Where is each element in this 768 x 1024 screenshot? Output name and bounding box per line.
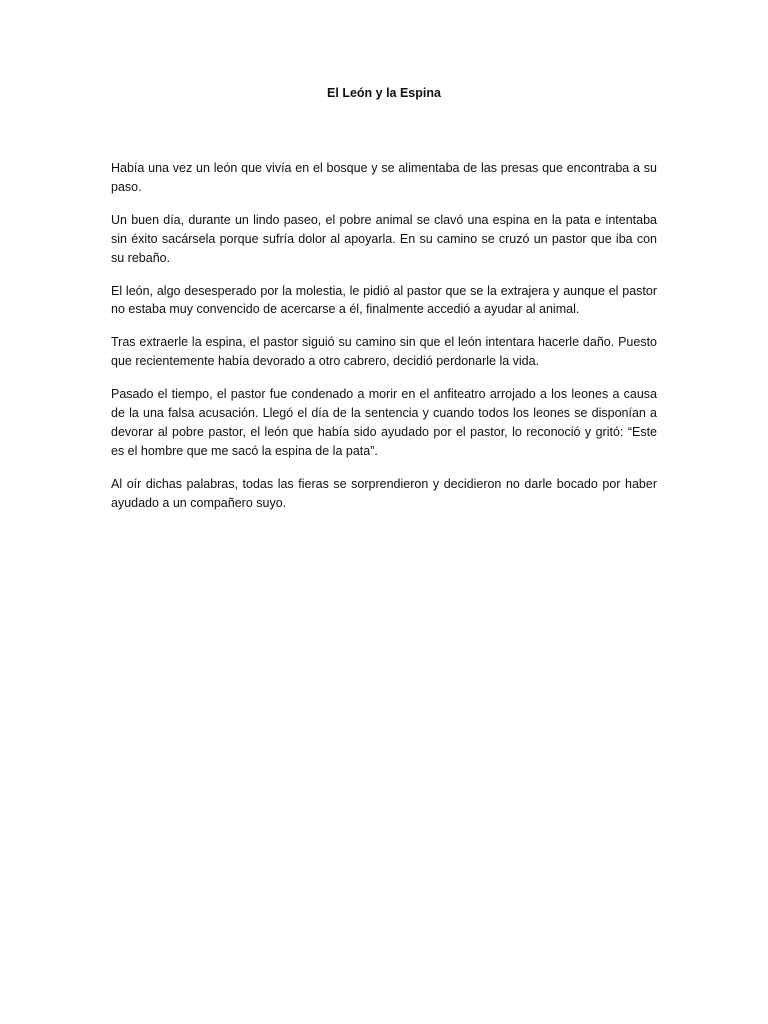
paragraph-6: Al oír dichas palabras, todas las fieras se sorprendieron y decidieron no darle bocado por haber ayudado a un compañero suyo. [111, 476, 657, 510]
document-title: El León y la Espina [327, 86, 441, 100]
paragraph-5: Pasado el tiempo, el pastor fue condenado a morir en el anfiteatro arrojado a los leones a causa de la una falsa acusación. Llegó el día de la sentencia y cuando todos los leones se disponían a devorar al pobre pastor, el león que había sido ayudado por el pastor, lo reconoció y gritó: “Este es el hombre que me sacó la espina de la pata”. [111, 387, 657, 458]
paragraph-2: Un buen día, durante un lindo paseo, el pobre animal se clavó una espina en la pata e intentaba sin éxito sacársela porque sufría dolor al apoyarla. En su camino se cruzó un pastor que iba con su rebaño. [111, 212, 657, 265]
paragraph-1: Había una vez un león que vivía en el bosque y se alimentaba de las presas que encontraba a su paso. [111, 161, 657, 194]
paragraph-4: Tras extraerle la espina, el pastor siguió su camino sin que el león intentara hacerle daño. Puesto que recientemente había devorado a otro cabrero, decidió perdonarle la vida. [111, 335, 657, 369]
document-body [111, 159, 657, 527]
paragraph-3: El león, algo desesperado por la molestia, le pidió al pastor que se la extrajera y aunque el pastor no estaba muy convencido de acercarse a él, finalmente accedió a ayudar al animal. [111, 283, 657, 317]
